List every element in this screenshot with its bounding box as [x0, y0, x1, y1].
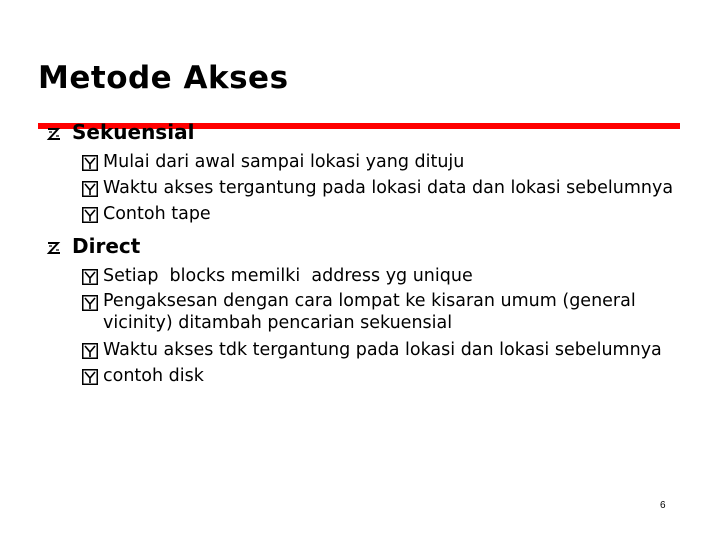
section-heading-sekuensial: [46, 120, 686, 144]
list-item-text: Pengaksesan dengan cara lompat ke kisaran umum (general vicinity) ditambah pencarian sekuensial: [103, 291, 636, 333]
z-glyph-icon: [46, 126, 62, 142]
page-number: 6: [660, 500, 666, 511]
section-heading-label: Direct: [72, 234, 141, 258]
box-y-icon: [82, 269, 98, 285]
section-heading-direct: [46, 234, 686, 258]
list-item-text: Waktu akses tergantung pada lokasi data dan lokasi sebelumnya: [103, 178, 674, 198]
box-y-icon: [82, 207, 98, 223]
list-item: [76, 264, 686, 289]
list-item: [76, 338, 686, 363]
list-item-text: Waktu akses tdk tergantung pada lokasi dan lokasi sebelumnya: [103, 340, 662, 360]
list-item-text: Contoh tape: [103, 204, 211, 224]
box-y-icon: [82, 369, 98, 385]
box-y-icon: [82, 295, 98, 311]
list-item: [76, 202, 686, 227]
list-item-text: Mulai dari awal sampai lokasi yang dituju: [103, 152, 465, 172]
list-item: [76, 150, 686, 175]
box-y-icon: [82, 155, 98, 171]
list-item-text: contoh disk: [103, 366, 204, 386]
section-heading-label: Sekuensial: [72, 120, 195, 144]
sekuensial-items: [46, 150, 686, 227]
z-glyph-icon: [46, 240, 62, 256]
slide-content: [46, 120, 686, 390]
box-y-icon: [82, 343, 98, 359]
list-item: [76, 290, 663, 334]
box-y-icon: [82, 181, 98, 197]
direct-items: [46, 264, 686, 389]
slide-title: Metode Akses: [38, 60, 289, 96]
list-item: [76, 176, 686, 201]
list-item: [76, 364, 686, 389]
list-item-text: Setiap blocks memilki address yg unique: [103, 266, 473, 286]
